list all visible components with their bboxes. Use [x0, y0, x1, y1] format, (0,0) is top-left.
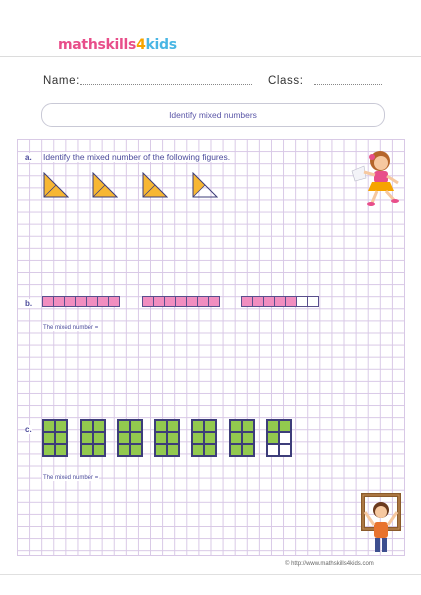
- fraction-bar: [241, 296, 318, 307]
- bar-cell-shaded: [108, 296, 120, 307]
- grid-cell-shaded: [81, 420, 93, 432]
- grid-cell-shaded: [155, 420, 167, 432]
- grid-cell-shaded: [167, 420, 179, 432]
- grid-figure: [42, 419, 68, 457]
- grid-cell-shaded: [55, 432, 67, 444]
- triangle-figure-partial: [192, 172, 218, 198]
- triangle-figure: [142, 172, 168, 198]
- grid-cell-shaded: [118, 444, 130, 456]
- grid-cell-shaded: [230, 420, 242, 432]
- girl-illustration: [350, 147, 406, 209]
- grid-cell-shaded: [242, 420, 254, 432]
- grid-cell-shaded: [242, 444, 254, 456]
- question-b-label: b.: [25, 299, 33, 308]
- grid-cell-shaded: [130, 444, 142, 456]
- question-a-text: Identify the mixed number of the following figures.: [43, 152, 231, 162]
- triangle-figure: [92, 172, 118, 198]
- grid-cell-shaded: [230, 432, 242, 444]
- grid-figure: [80, 419, 106, 457]
- grid-cell-shaded: [192, 432, 204, 444]
- grid-cell-empty: [279, 444, 291, 456]
- site-logo: [58, 37, 177, 53]
- grid-cell-shaded: [81, 444, 93, 456]
- triangle-figure: [43, 172, 69, 198]
- grid-cell-shaded: [155, 444, 167, 456]
- grid-cell-shaded: [242, 432, 254, 444]
- grid-cell-shaded: [130, 420, 142, 432]
- grid-cell-shaded: [204, 420, 216, 432]
- header-divider: [0, 56, 421, 57]
- footer-copyright: © http://www.mathskills4kids.com: [285, 561, 374, 567]
- grid-cell-shaded: [267, 432, 279, 444]
- grid-figure-partial: [266, 419, 292, 457]
- grid-cell-shaded: [167, 432, 179, 444]
- grid-cell-shaded: [279, 420, 291, 432]
- fraction-bar: [142, 296, 219, 307]
- grid-cell-empty: [279, 432, 291, 444]
- bar-cell-empty: [307, 296, 319, 307]
- logo-part-4: 4: [136, 37, 146, 53]
- grid-cell-shaded: [118, 420, 130, 432]
- grid-cell-shaded: [55, 444, 67, 456]
- grid-figure: [117, 419, 143, 457]
- name-label: Name:: [43, 75, 80, 87]
- fraction-bar: [42, 296, 119, 307]
- question-b-answer-label: The mixed number =: [43, 325, 99, 331]
- grid-figure: [154, 419, 180, 457]
- grid-cell-shaded: [204, 444, 216, 456]
- grid-cell-shaded: [43, 432, 55, 444]
- logo-part-kids: kids: [145, 37, 177, 53]
- question-c-answer-label: The mixed number =: [43, 475, 99, 481]
- grid-figure: [191, 419, 217, 457]
- worksheet-title: Identify mixed numbers: [41, 103, 385, 127]
- bar-cell-shaded: [208, 296, 220, 307]
- grid-paper: [17, 139, 405, 556]
- grid-cell-shaded: [267, 420, 279, 432]
- grid-cell-shaded: [192, 420, 204, 432]
- grid-cell-shaded: [55, 420, 67, 432]
- class-field[interactable]: [314, 84, 382, 85]
- grid-cell-empty: [267, 444, 279, 456]
- question-c-label: c.: [25, 425, 32, 434]
- grid-cell-shaded: [192, 444, 204, 456]
- grid-cell-shaded: [118, 432, 130, 444]
- grid-figure: [229, 419, 255, 457]
- name-field[interactable]: [80, 84, 252, 85]
- grid-cell-shaded: [93, 420, 105, 432]
- grid-cell-shaded: [93, 432, 105, 444]
- grid-cell-shaded: [204, 432, 216, 444]
- boy-frame-illustration: [360, 492, 402, 556]
- grid-cell-shaded: [230, 444, 242, 456]
- footer-divider: [0, 574, 421, 575]
- grid-cell-shaded: [167, 444, 179, 456]
- grid-cell-shaded: [93, 444, 105, 456]
- grid-cell-shaded: [130, 432, 142, 444]
- grid-cell-shaded: [81, 432, 93, 444]
- class-label: Class:: [268, 75, 304, 87]
- grid-cell-shaded: [155, 432, 167, 444]
- grid-cell-shaded: [43, 444, 55, 456]
- grid-cell-shaded: [43, 420, 55, 432]
- question-a-label: a.: [25, 153, 32, 162]
- logo-part-mathskills: mathskills: [58, 37, 137, 53]
